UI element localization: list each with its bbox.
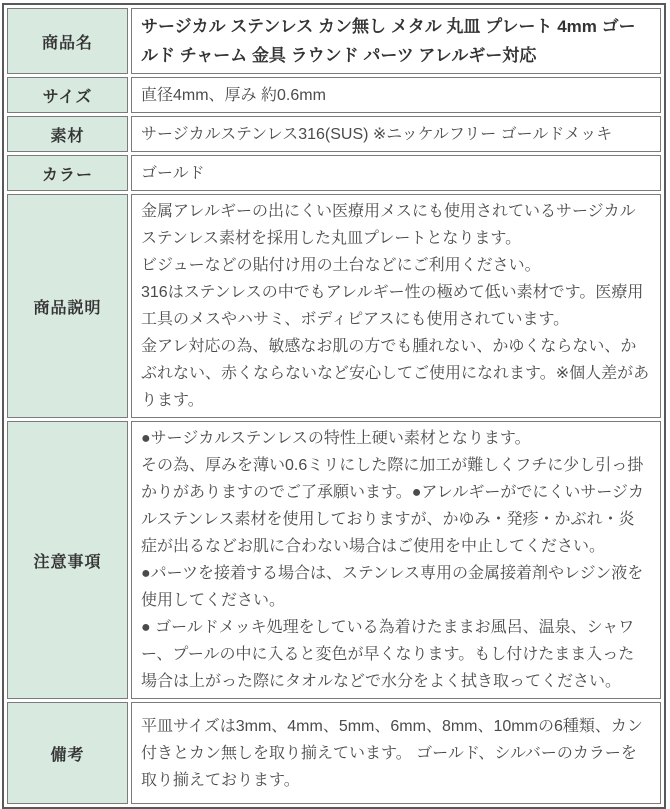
product-spec-table — [2, 3, 666, 809]
size-label: サイズ — [7, 77, 128, 113]
product-name-label: 商品名 — [7, 8, 128, 74]
description-line: 金アレ対応の為、敏感なお肌の方でも腫れない、かゆくならない、かぶれない、赤くならないなど安心してご使用になれます。※個人差があります。 — [141, 338, 650, 409]
size-value: 直径4mm、厚み 約0.6mm — [131, 77, 661, 113]
caution-line: ●パーツを接着する場合は、ステンレス専用の金属接着剤やレジン液を使用してください。 — [141, 565, 644, 609]
color-label: カラー — [7, 155, 128, 191]
description-line: 金属アレルギーの出にくい医療用メスにも使用されているサージカルステンレス素材を採用した丸皿プレートとなります。 — [141, 203, 636, 247]
remarks-value: 平皿サイズは3mm、4mm、5mm、6mm、8mm、10mmの6種類、カン付きとカン無しを取り揃えています。 ゴールド、シルバーのカラーを取り揃えております。 — [131, 702, 661, 804]
description-label: 商品説明 — [7, 194, 128, 418]
spec-row-cautions — [7, 421, 661, 699]
description-line: ビジューなどの貼付け用の土台などにご利用ください。 — [141, 257, 541, 274]
caution-line: その為、厚みを薄い0.6ミリにした際に加工が難しくフチに少し引っ掛かりがありますのでご了承願います。●アレルギーがでにくいサージカルステンレス素材を使用しておりますが、かゆみ・発疹・かぶれ・炎症が出るなどお肌に合わない場合はご使用を中止してください。 — [141, 457, 645, 555]
material-label: 素材 — [7, 116, 128, 152]
remarks-label: 備考 — [7, 702, 128, 804]
color-value: ゴールド — [131, 155, 661, 191]
material-value: サージカルステンレス316(SUS) ※ニッケルフリー ゴールドメッキ — [131, 116, 661, 152]
spec-row-size — [7, 77, 661, 113]
spec-row-material — [7, 116, 661, 152]
product-name-value: サージカル ステンレス カン無し メタル 丸皿 プレート 4mm ゴールド チャーム 金具 ラウンド パーツ アレルギー対応 — [131, 8, 661, 74]
caution-line: ●サージカルステンレスの特性上硬い素材となります。 — [141, 430, 531, 447]
description-value — [131, 194, 661, 418]
spec-row-product-name — [7, 8, 661, 74]
spec-row-color — [7, 155, 661, 191]
spec-row-remarks — [7, 702, 661, 804]
spec-row-description — [7, 194, 661, 418]
cautions-value — [131, 421, 661, 699]
cautions-label: 注意事項 — [7, 421, 128, 699]
description-line: 316はステンレスの中でもアレルギー性の極めて低い素材です。医療用工具のメスやハサミ、ボディピアスにも使用されています。 — [141, 284, 644, 328]
caution-line: ● ゴールドメッキ処理をしている為着けたままお風呂、温泉、シャワー、プールの中に入ると変色が早くなります。もし付けたまま入った場合は上がった際にタオルなどで水分をよく拭き取ってください。 — [141, 619, 635, 690]
